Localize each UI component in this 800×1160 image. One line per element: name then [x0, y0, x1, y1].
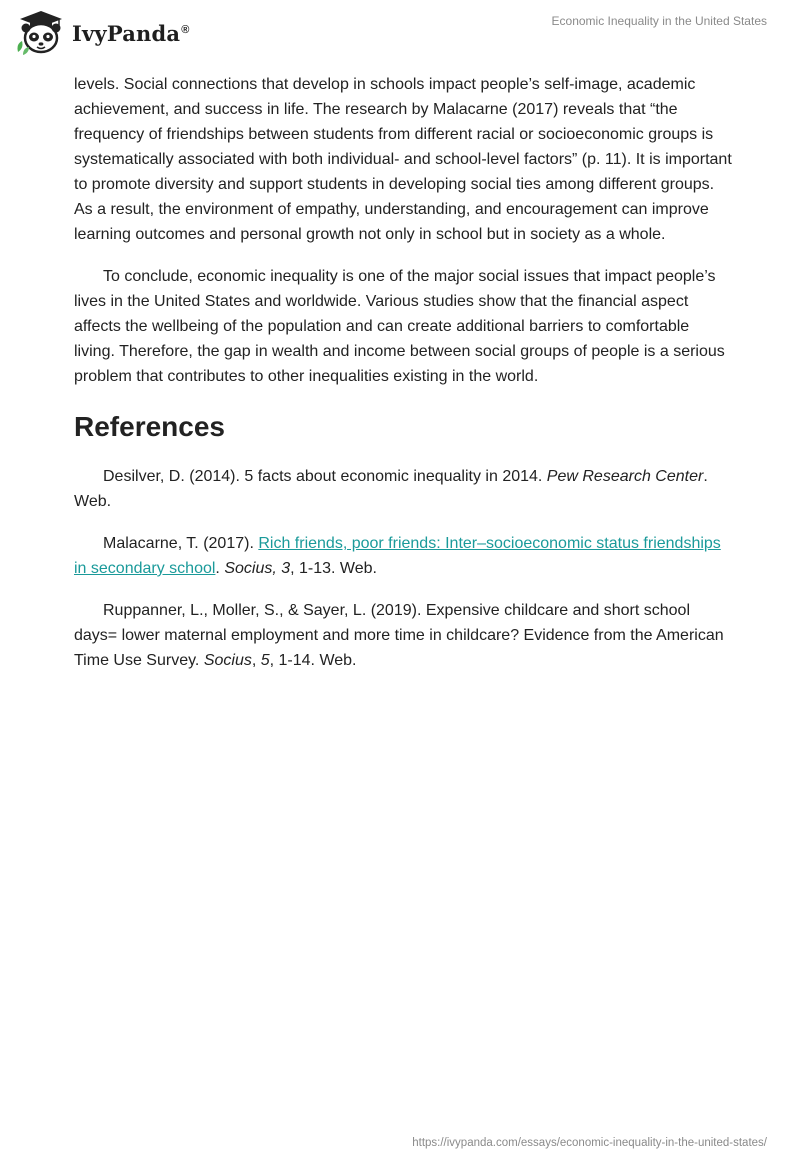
essay-content [74, 72, 734, 690]
panda-logo-icon [14, 8, 68, 56]
references-heading: References [74, 411, 225, 442]
document-title: Economic Inequality in the United States [551, 14, 767, 28]
source-url: https://ivypanda.com/essays/economic-inequality-in-the-united-states/ [412, 1137, 767, 1149]
page-header [0, 0, 800, 64]
logo-wordmark: IvyPanda® [72, 20, 190, 46]
reference-link[interactable]: Rich friends, poor friends: Inter–socioeconomic status friendships in secondary school [74, 535, 721, 577]
reference-item: Ruppanner, L., Moller, S., & Sayer, L. (2019). Expensive childcare and short school days= lower maternal employment and more time in childcare? Evidence from the American Time Use Survey. Socius, 5, 1-14. Web. [74, 602, 724, 669]
reference-item: Malacarne, T. (2017). Rich friends, poor friends: Inter–socioeconomic status friendships in secondary school. Socius, 3, 1-13. Web. [74, 535, 721, 577]
conclusion-paragraph: To conclude, economic inequality is one of the major social issues that impact people’s lives in the United States and worldwide. Various studies show that the financial aspect affects the wellbeing of the population and can create additional barriers to comfortable living. Therefore, the gap in wealth and income between social groups of people is a serious problem that contributes to other inequalities existing in the world. [74, 268, 725, 385]
reference-item: Desilver, D. (2014). 5 facts about economic inequality in 2014. Pew Research Center. Web. [74, 468, 708, 510]
ivypanda-logo[interactable] [14, 8, 190, 56]
body-paragraph: levels. Social connections that develop in schools impact people’s self-image, academic achievement, and success in life. The research by Malacarne (2017) reveals that “the frequency of friendships between students from different racial or socioeconomic groups is systematically associated with both individual- and school-level factors” (p. 11). It is important to promote diversity and support students in developing social ties among different groups. As a result, the environment of empathy, understanding, and encouragement can improve learning outcomes and personal growth not only in school but in society as a whole. [74, 76, 732, 243]
